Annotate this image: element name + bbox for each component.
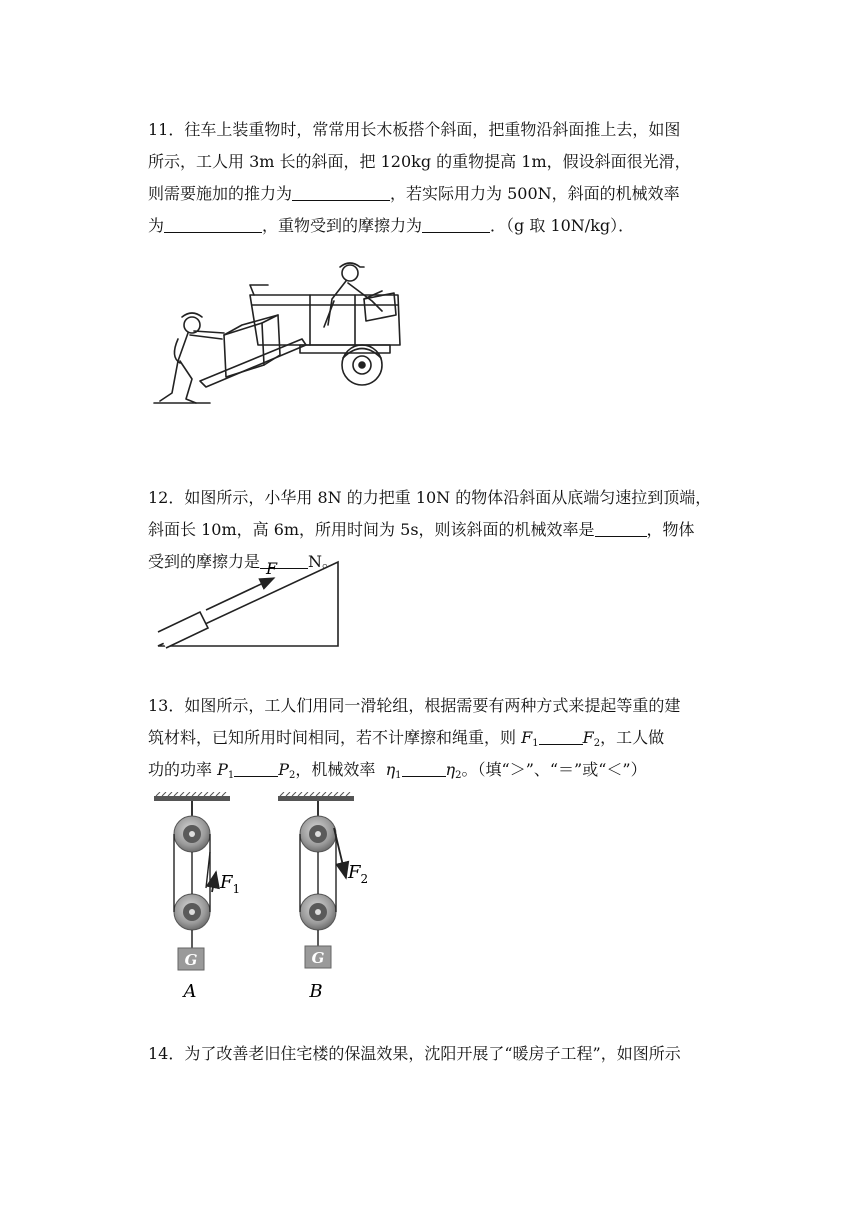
f1-label: $F_1$ bbox=[220, 872, 241, 896]
q11-line-3: 则需要施加的推力为 ，若实际用力为 500N，斜面的机械效率 bbox=[148, 184, 680, 203]
figure-incline bbox=[150, 556, 346, 652]
force-arrow bbox=[206, 578, 274, 610]
answer-blank[interactable] bbox=[422, 214, 490, 233]
q11-line-4: 为 ，重物受到的摩擦力为 ．（g 取 10N/kg）． bbox=[148, 216, 635, 235]
q13-line-1: 13．如图所示，工人们用同一滑轮组，根据需要有两种方式来提起等重的建 bbox=[148, 696, 681, 715]
q12-line-1: 12．如图所示，小华用 8N 的力把重 10N 的物体沿斜面从底端匀速拉到顶端， bbox=[148, 488, 712, 507]
figure-pulleys bbox=[150, 792, 390, 1004]
question-14 bbox=[148, 1038, 714, 1070]
truck-worker-head bbox=[342, 265, 358, 281]
weight-a-label: G bbox=[184, 951, 198, 969]
truck-bed bbox=[250, 295, 400, 345]
q12-line-2: 斜面长 10m，高 6m，所用时间为 5s，则该斜面的机械效率是 ，物体 bbox=[148, 520, 695, 539]
pulley-system-a bbox=[154, 792, 240, 1002]
answer-blank[interactable] bbox=[292, 182, 390, 201]
q13-line-3: 功的功率 $P_1$ $P_2$，机械效率 $\eta_1$ $\eta_2$。（填“＞”、“＝”或“＜”） bbox=[148, 760, 647, 781]
force-label: F bbox=[266, 559, 278, 578]
answer-blank[interactable] bbox=[234, 758, 278, 777]
label-b: B bbox=[309, 981, 323, 1002]
q12-line-3: 受到的摩擦力是 N。 bbox=[148, 552, 339, 571]
truck-ramp-drawing bbox=[150, 253, 412, 413]
question-13 bbox=[148, 690, 714, 786]
incline-drawing bbox=[150, 556, 346, 652]
answer-blank[interactable] bbox=[595, 518, 647, 537]
force-f1-arrow bbox=[212, 872, 216, 892]
question-11 bbox=[148, 114, 714, 242]
q11-line-2: 所示，工人用 3m 长的斜面，把 120kg 的重物提高 1m，假设斜面很光滑， bbox=[148, 152, 691, 171]
figure-truck-ramp bbox=[150, 253, 412, 413]
incline-block bbox=[158, 612, 208, 648]
answer-blank[interactable] bbox=[164, 214, 262, 233]
answer-blank[interactable] bbox=[539, 726, 583, 745]
pulleys-drawing bbox=[150, 792, 390, 1004]
pulley-system-b bbox=[278, 792, 368, 1002]
ramp-plank bbox=[200, 339, 306, 387]
q11-line-1: 11．往车上装重物时，常常用长木板搭个斜面，把重物沿斜面推上去，如图 bbox=[148, 120, 681, 139]
f2-label: $F_2$ bbox=[348, 862, 369, 886]
q14-line-1: 14．为了改善老旧住宅楼的保温效果，沈阳开展了“暖房子工程”，如图所示 bbox=[148, 1044, 681, 1063]
label-a: A bbox=[183, 981, 197, 1002]
answer-blank[interactable] bbox=[402, 758, 446, 777]
weight-b-label: G bbox=[311, 949, 325, 967]
q13-line-2: 筑材料，已知所用时间相同，若不计摩擦和绳重，则 $F_1$ $F_2$，工人做 bbox=[148, 728, 665, 749]
